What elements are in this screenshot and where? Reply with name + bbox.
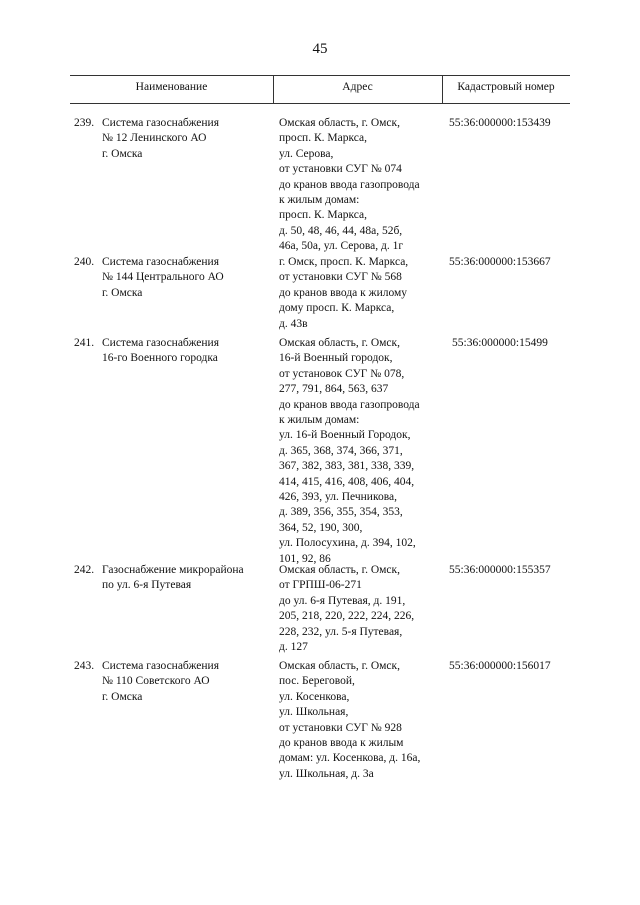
page-number: 45 (312, 41, 328, 57)
row-address: Омская область, г. Омск, просп. К. Маркса, ул. Серова, от установки СУГ № 074 до кранов ввода газопровода к жилым домам: просп. К. Маркса, д. 50, 48, 46, 44, 48а, 52б, 46а, 50а, ул. Серова, д. 1г (279, 117, 420, 253)
row-address: г. Омск, просп. К. Маркса, от установки СУГ № 568 до кранов ввода к жилому дому просп. К. Маркса, д. 43в (279, 256, 409, 330)
row-address: Омская область, г. Омск, пос. Береговой, ул. Косенкова, ул. Школьная, от установки СУГ № 928 до кранов ввода к жилым домам: ул. Косенкова, д. 16а, ул. Школьная, д. 3а (279, 660, 421, 780)
row-address: Омская область, г. Омск, 16-й Военный городок, от установок СУГ № 078, 277, 791, 864, 563, 637 до кранов ввода газопровода к жилым домам: ул. 16-й Военный Городок, д. 365, 368, 374, 366, 371, 367, 382, 383, 381, 338, 339, 414, 415, 416, 408, 406, 404, 426, 393, ул. Печникова, д. 389, 356, 355, 354, 353, 364, 52, 190, 300, ул. Полосухина, д. 394, 102, 101, 92, 86 (279, 337, 420, 565)
table-header-border (70, 103, 570, 104)
row-name: Система газоснабжения № 144 Центрального АО г. Омска (102, 256, 224, 299)
row-name: Система газоснабжения № 12 Ленинского АО г. Омска (102, 117, 219, 160)
row-cadastral: 55:36:000000:15499 (452, 337, 548, 349)
row-name: Система газоснабжения 16-го Военного городка (102, 337, 219, 365)
row-cadastral: 55:36:000000:155357 (449, 564, 551, 576)
header-name: Наименование (135, 81, 208, 93)
row-number: 239. (74, 117, 95, 129)
header-cadastral: Кадастровый номер (457, 81, 555, 93)
header-address: Адрес (342, 81, 373, 93)
row-address: Омская область, г. Омск, от ГРПШ-06-271 до ул. 6-я Путевая, д. 191, 205, 218, 220, 222, 224, 226, 228, 232, ул. 5-я Путевая, д. 127 (279, 564, 415, 654)
row-number: 241. (74, 337, 95, 349)
row-cadastral: 55:36:000000:156017 (449, 660, 551, 672)
row-number: 243. (74, 660, 95, 672)
row-number: 240. (74, 256, 95, 268)
row-name: Газоснабжение микрорайона по ул. 6-я Путевая (102, 564, 244, 592)
table-top-border (70, 75, 570, 76)
row-name: Система газоснабжения № 110 Советского АО г. Омска (102, 660, 219, 703)
row-cadastral: 55:36:000000:153439 (449, 117, 551, 129)
row-cadastral: 55:36:000000:153667 (449, 256, 551, 268)
row-number: 242. (74, 564, 95, 576)
